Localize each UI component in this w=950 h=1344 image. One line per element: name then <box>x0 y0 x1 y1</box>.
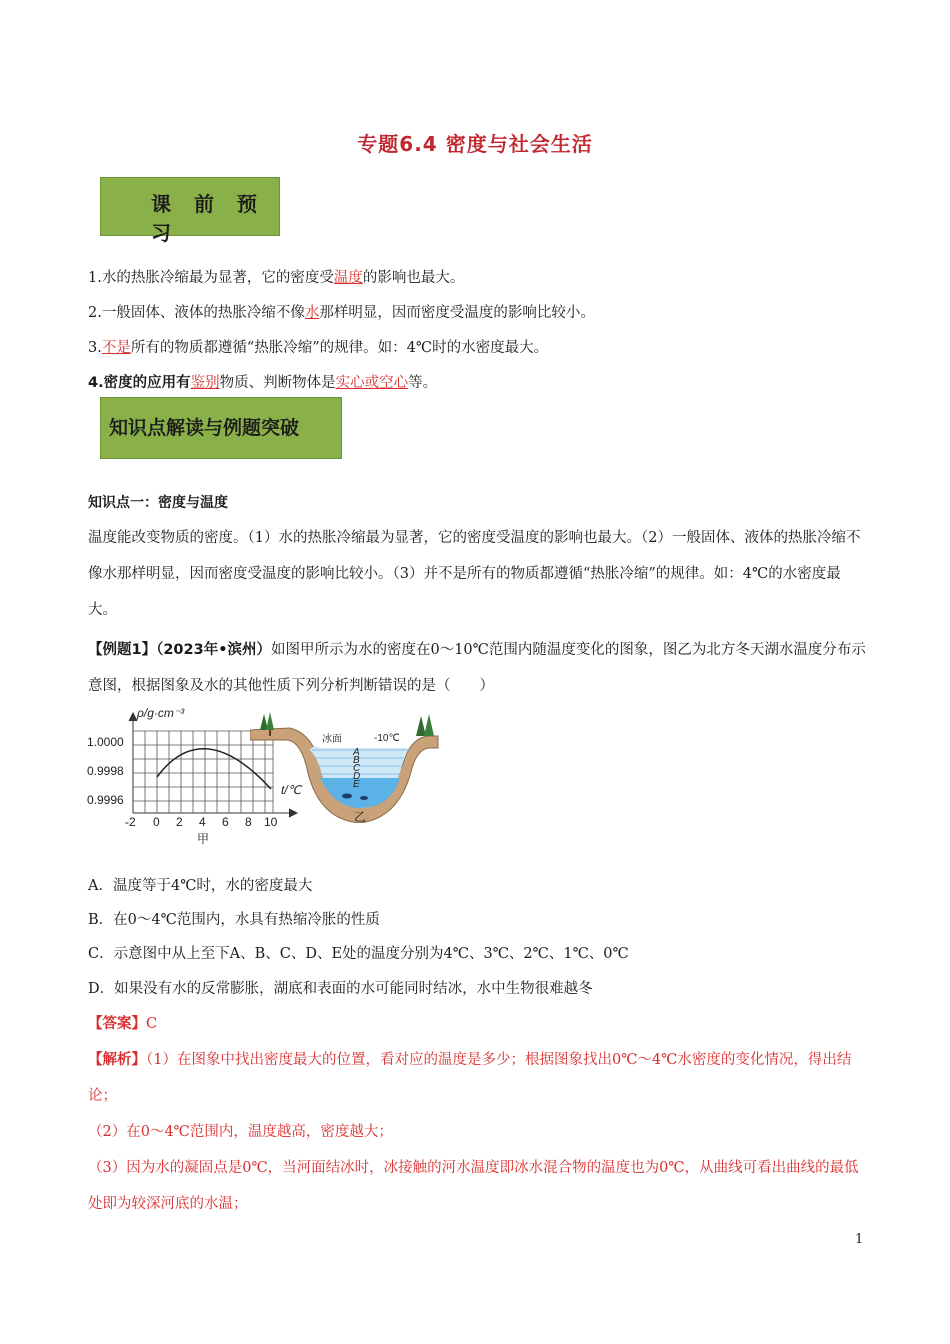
option-c: C．示意图中从上至下A、B、C、D、E处的温度分别为4℃、3℃、2℃、1℃、0℃ <box>88 946 629 962</box>
xtick: 6 <box>222 815 229 829</box>
example-question: 【例题1】（2023年•滨州）如图甲所示为水的密度在0～10℃范围内随温度变化的图象，图乙为北方冬天湖水温度分布示意图，根据图象及水的其他性质下列分析判断错误的是（ ） <box>88 642 866 694</box>
xtick: 4 <box>199 815 206 829</box>
figure-caption-a: 甲 <box>197 832 210 846</box>
blank-answer: 水 <box>304 305 320 321</box>
xtick: 10 <box>264 815 278 829</box>
xtick: -2 <box>125 815 136 829</box>
xtick: 0 <box>153 815 160 829</box>
point-label: D <box>353 771 361 782</box>
xtick: 2 <box>176 815 183 829</box>
point-label: A <box>353 747 360 758</box>
preview-item-3: 3.不是所有的物质都遵循“热胀冷缩”的规律。如：4℃时的水密度最大。 <box>88 340 549 356</box>
analysis-1: 【解析】（1）在图象中找出密度最大的位置，看对应的温度是多少；根据图象找出0℃～4℃水密度的变化情况，得出结论； <box>88 1052 852 1104</box>
blank-answer: 鉴别 <box>190 375 220 391</box>
section-header-preview <box>100 177 280 245</box>
ice-label: 冰面 <box>322 734 342 745</box>
blank-answer: 实心或空心 <box>335 375 409 391</box>
option-d: D．如果没有水的反常膨胀，湖底和表面的水可能同时结冰，水中生物很难越冬 <box>88 981 593 997</box>
analysis-2: （2）在0～4℃范围内，温度越高，密度越大； <box>88 1124 393 1140</box>
answer: 【答案】C <box>88 1016 158 1032</box>
page-number: 1 <box>855 1232 864 1247</box>
blank-answer: 温度 <box>333 270 363 286</box>
ytick: 1.0000 <box>87 735 124 749</box>
section-header-knowledge-label: 知识点解读与例题突破 <box>109 417 300 439</box>
xtick: 8 <box>245 815 252 829</box>
preview-item-2: 2.一般固体、液体的热胀冷缩不像水那样明显，因而密度受温度的影响比较小。 <box>88 305 595 321</box>
preview-item-1: 1.水的热胀冷缩最为显著，它的密度受温度的影响也最大。 <box>88 270 465 286</box>
knowledge-point-text: 温度能改变物质的密度。（1）水的热胀冷缩最为显著，它的密度受温度的影响也最大。（2）一般固体、液体的热胀冷缩不像水那样明显，因而密度受温度的影响比较小。（3）并不是所有的物质都遵循“热胀冷缩”的规律。如：4℃的水密度最大。 <box>88 530 861 618</box>
preview-item-4: 4.密度的应用有鉴别物质、判断物体是实心或空心等。 <box>88 375 438 391</box>
temp-label: -10℃ <box>374 733 400 744</box>
ytick: 0.9996 <box>87 793 124 807</box>
tree-icon <box>416 714 434 736</box>
lake-diagram <box>250 708 440 823</box>
chart-xlabel: t/℃ <box>281 783 302 797</box>
section-header-preview-label: 课 前 预 习 <box>151 192 265 245</box>
option-b: B．在0～4℃范围内，水具有热缩冷胀的性质 <box>88 912 380 928</box>
point-label: E <box>353 779 360 790</box>
chart-ylabel: ρ/g·cm⁻³ <box>137 706 185 720</box>
figure-caption-b: 乙 <box>354 810 367 823</box>
point-label: B <box>353 755 360 766</box>
analysis-3: （3）因为水的凝固点是0℃，当河面结冰时，冰接触的河水温度即冰水混合物的温度也为0℃，从曲线可看出曲线的最低处即为较深河底的水温； <box>88 1160 859 1212</box>
blank-answer: 不是 <box>101 340 131 356</box>
option-a: A．温度等于4℃时，水的密度最大 <box>88 878 313 894</box>
point-label: C <box>353 763 361 774</box>
page-title: 专题6.4 密度与社会生活 <box>357 132 593 156</box>
section-header-knowledge <box>100 397 342 459</box>
ytick: 0.9998 <box>87 764 124 778</box>
knowledge-point-title: 知识点一：密度与温度 <box>88 495 228 511</box>
